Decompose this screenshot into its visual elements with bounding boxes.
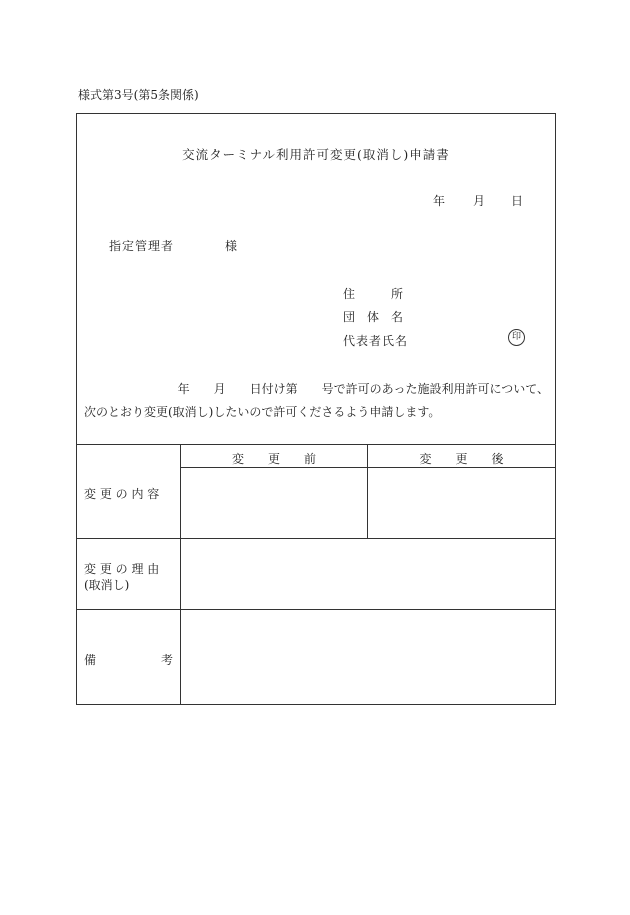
address-label-a: 住 — [343, 287, 356, 301]
applicant-org-label: 団 体 名 — [343, 310, 404, 324]
date-month-label: 月 — [473, 194, 486, 208]
application-form-frame — [76, 113, 556, 705]
date-year-label: 年 — [433, 194, 446, 208]
change-reason-field[interactable] — [181, 539, 555, 609]
seal-mark: 印 — [508, 329, 525, 346]
date-day-label: 日 — [511, 194, 524, 208]
remarks-label-b: 考 — [161, 653, 174, 667]
change-reason-label: 変 更 の 理 由 — [84, 562, 160, 576]
applicant-representative-label: 代表者氏名 — [343, 334, 409, 348]
request-text-line-1 — [77, 380, 549, 397]
request-text-1: 年 月 日付け第 号で許可のあった施設利用許可について、 — [177, 382, 549, 396]
document-title: 交流ターミナル利用許可変更(取消し)申請書 — [182, 147, 450, 162]
table-top-rule — [77, 444, 555, 445]
before-change-field[interactable] — [181, 468, 367, 538]
request-text-line-2: 次のとおり変更(取消し)したいので許可くださるよう申請します。 — [84, 405, 441, 419]
form-number-label: 様式第3号(第5条関係) — [78, 88, 199, 102]
applicant-address-label — [343, 285, 403, 302]
remarks-field[interactable] — [181, 610, 555, 704]
before-change-header: 変 更 前 — [231, 452, 316, 466]
cancellation-label: (取消し) — [84, 578, 130, 592]
address-label-b: 所 — [391, 287, 404, 301]
change-content-label: 変 更 の 内 容 — [84, 487, 160, 501]
after-change-field[interactable] — [368, 468, 555, 538]
addressee-honorific: 様 — [225, 239, 238, 253]
addressee-role: 指定管理者 — [109, 239, 175, 253]
after-change-header: 変 更 後 — [419, 452, 504, 466]
remarks-label-a: 備 — [84, 653, 97, 667]
